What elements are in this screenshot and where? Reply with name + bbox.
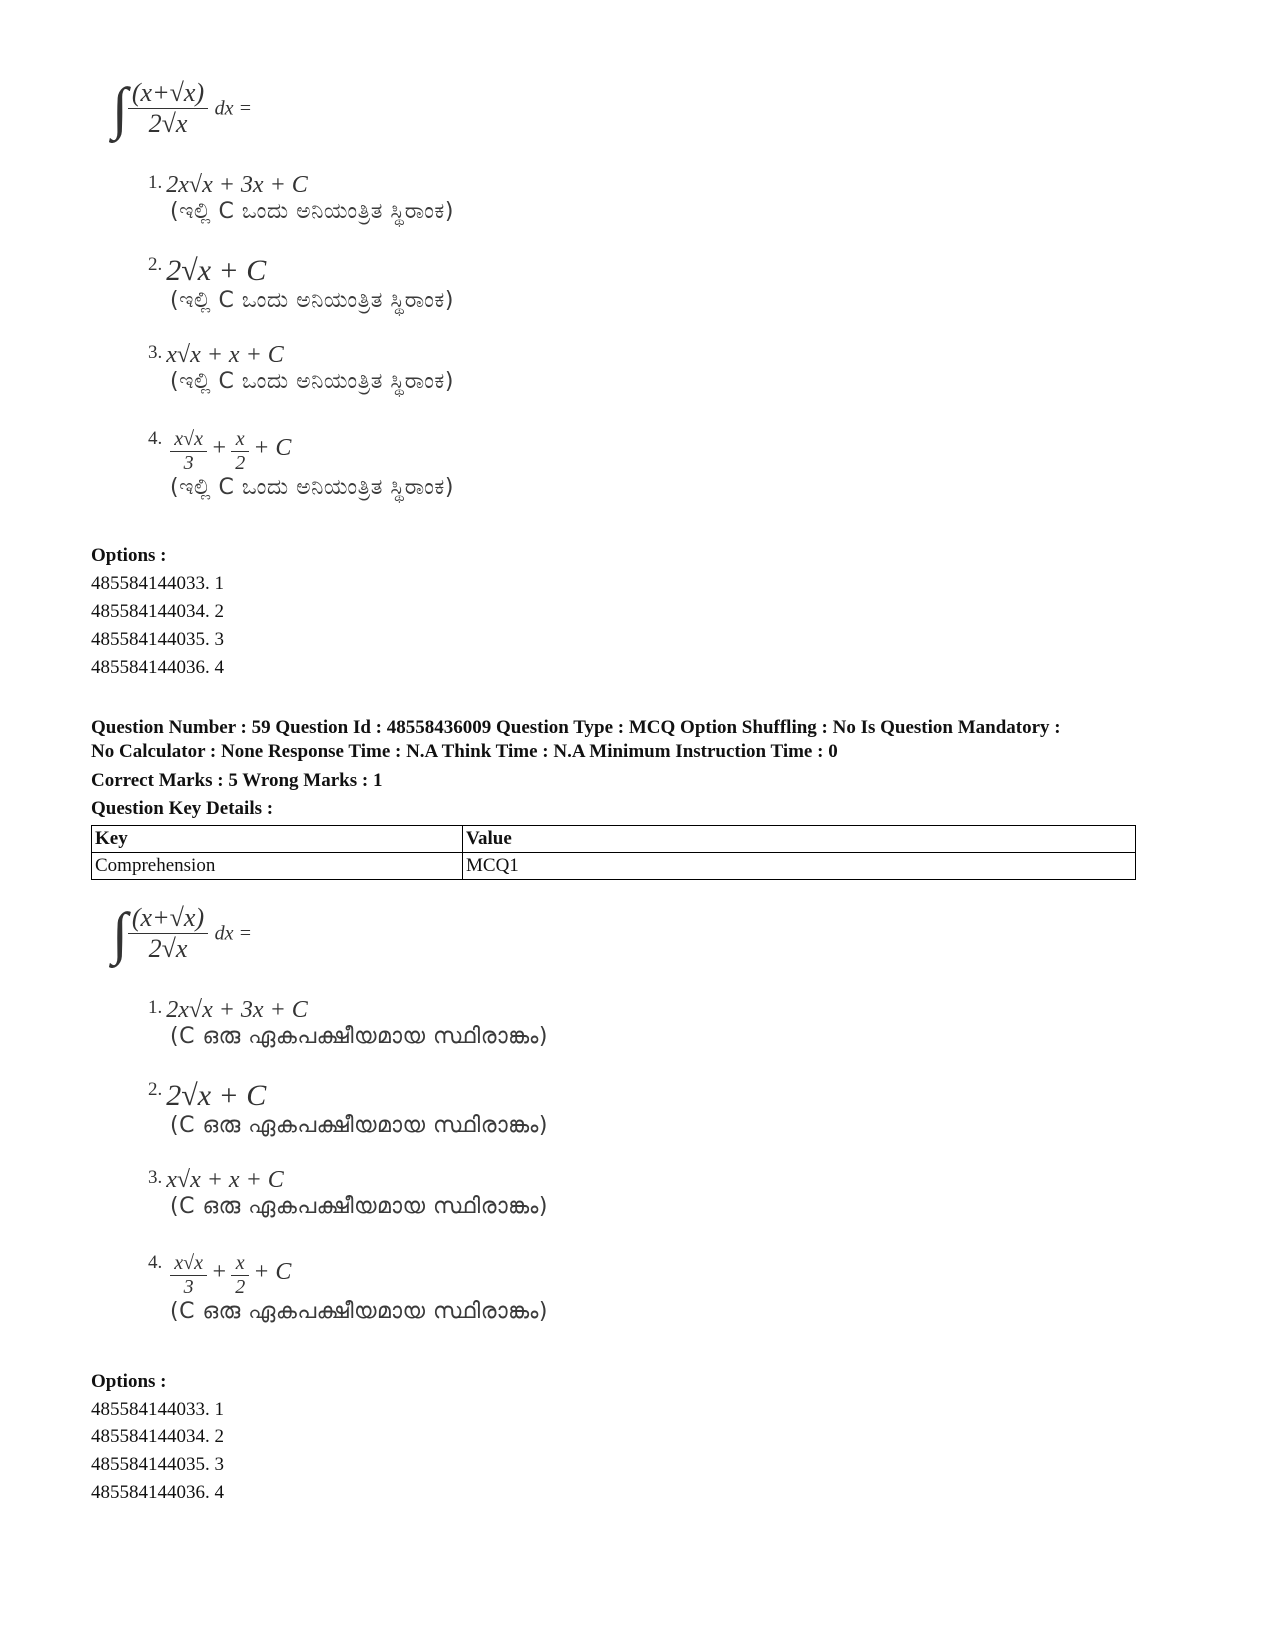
table-cell: Comprehension [92, 853, 463, 880]
option-3-malayalam [148, 1167, 548, 1219]
table-header-cell: Value [463, 826, 1136, 853]
option-number: 4. [148, 1252, 163, 1273]
integrand-numerator: (x+√x) [128, 903, 208, 934]
table-row [92, 853, 1136, 880]
integrand-numerator: (x+√x) [128, 78, 208, 109]
option-number: 1. [148, 997, 163, 1018]
option-1-kannada [148, 172, 454, 224]
integral-sign: ∫ [112, 900, 128, 966]
fraction-denominator: 2 [235, 1276, 246, 1298]
option-tail: + C [253, 1259, 292, 1286]
option-note: (C ഒരു ഏകപക്ഷീയമായ സ്ഥിരാങ്കം) [170, 1299, 548, 1324]
integral-expression-2 [112, 900, 252, 966]
option-number: 3. [148, 342, 163, 363]
option-expression: x√x + x + C [166, 342, 284, 368]
option-expression: 2x√x + 3x + C [166, 172, 308, 198]
fraction-numerator: x√x [170, 1252, 207, 1276]
option-note: (C ഒരു ഏകപക്ഷീയമായ സ്ഥിരാങ്കം) [170, 1024, 548, 1049]
marks-line: Correct Marks : 5 Wrong Marks : 1 [91, 770, 383, 791]
integral-sign: ∫ [112, 75, 128, 141]
option-3-kannada [148, 342, 454, 394]
table-header-cell: Key [92, 826, 463, 853]
option-2-kannada [148, 254, 454, 313]
option-2-malayalam [148, 1079, 548, 1138]
fraction-denominator: 2 [235, 452, 246, 474]
option-id-3: 485584144035. 3 [91, 629, 224, 650]
option-id-4: 485584144036. 4 [91, 1482, 224, 1503]
option-expression: 2√x + C [166, 1079, 267, 1112]
option-note: (C ഒരു ഏകപക്ഷീയമായ സ്ഥിരാങ്കം) [170, 1194, 548, 1219]
plus-sign: + [210, 1259, 228, 1286]
option-note: (ಇಲ್ಲಿ C ಒಂದು ಅನಿಯಂತ್ರಿತ ಸ್ಥಿರಾಂಕ) [170, 199, 454, 224]
option-number: 4. [148, 428, 163, 449]
table-cell: MCQ1 [463, 853, 1136, 880]
integral-tail: dx = [214, 922, 252, 945]
option-id-1: 485584144033. 1 [91, 1399, 224, 1420]
option-expression: 2√x + C [166, 254, 267, 287]
fraction-numerator: x [231, 428, 249, 452]
option-tail: + C [253, 435, 292, 462]
option-note: (ಇಲ್ಲಿ C ಒಂದು ಅನಿಯಂತ್ರಿತ ಸ್ಥಿರಾಂಕ) [170, 369, 454, 394]
integral-tail: dx = [214, 97, 252, 120]
question-meta-line-2: No Calculator : None Response Time : N.A Think Time : N.A Minimum Instruction Time : 0 [91, 741, 838, 762]
option-4-malayalam [148, 1252, 548, 1324]
options-heading-2: Options : [91, 1371, 167, 1392]
integrand-denominator: 2√x [148, 934, 188, 963]
option-expression: x√x + x + C [166, 1167, 284, 1193]
fraction-numerator: x [231, 1252, 249, 1276]
option-number: 1. [148, 172, 163, 193]
key-details-table [91, 825, 1136, 880]
fraction-denominator: 3 [183, 452, 194, 474]
option-id-2: 485584144034. 2 [91, 601, 224, 622]
option-1-malayalam [148, 997, 548, 1049]
table-header-row [92, 826, 1136, 853]
option-id-4: 485584144036. 4 [91, 657, 224, 678]
fraction-denominator: 3 [183, 1276, 194, 1298]
fraction-numerator: x√x [170, 428, 207, 452]
option-expression: 2x√x + 3x + C [166, 997, 308, 1023]
option-number: 2. [148, 254, 163, 275]
options-heading-1: Options : [91, 545, 167, 566]
option-id-1: 485584144033. 1 [91, 573, 224, 594]
option-number: 2. [148, 1079, 163, 1100]
plus-sign: + [210, 435, 228, 462]
option-id-3: 485584144035. 3 [91, 1454, 224, 1475]
key-details-heading: Question Key Details : [91, 798, 274, 819]
integrand-denominator: 2√x [148, 109, 188, 138]
option-note: (ಇಲ್ಲಿ C ಒಂದು ಅನಿಯಂತ್ರಿತ ಸ್ಥಿರಾಂಕ) [170, 288, 454, 313]
option-note: (C ഒരു ഏകപക്ഷീയമായ സ്ഥിരാങ്കം) [170, 1113, 548, 1138]
question-meta-line-1: Question Number : 59 Question Id : 48558436009 Question Type : MCQ Option Shuffling : No Is Question Mandatory : [91, 717, 1061, 738]
option-number: 3. [148, 1167, 163, 1188]
option-id-2: 485584144034. 2 [91, 1426, 224, 1447]
integral-expression-1 [112, 75, 252, 141]
option-4-kannada [148, 428, 454, 500]
option-note: (ಇಲ್ಲಿ C ಒಂದು ಅನಿಯಂತ್ರಿತ ಸ್ಥಿರಾಂಕ) [170, 475, 454, 500]
